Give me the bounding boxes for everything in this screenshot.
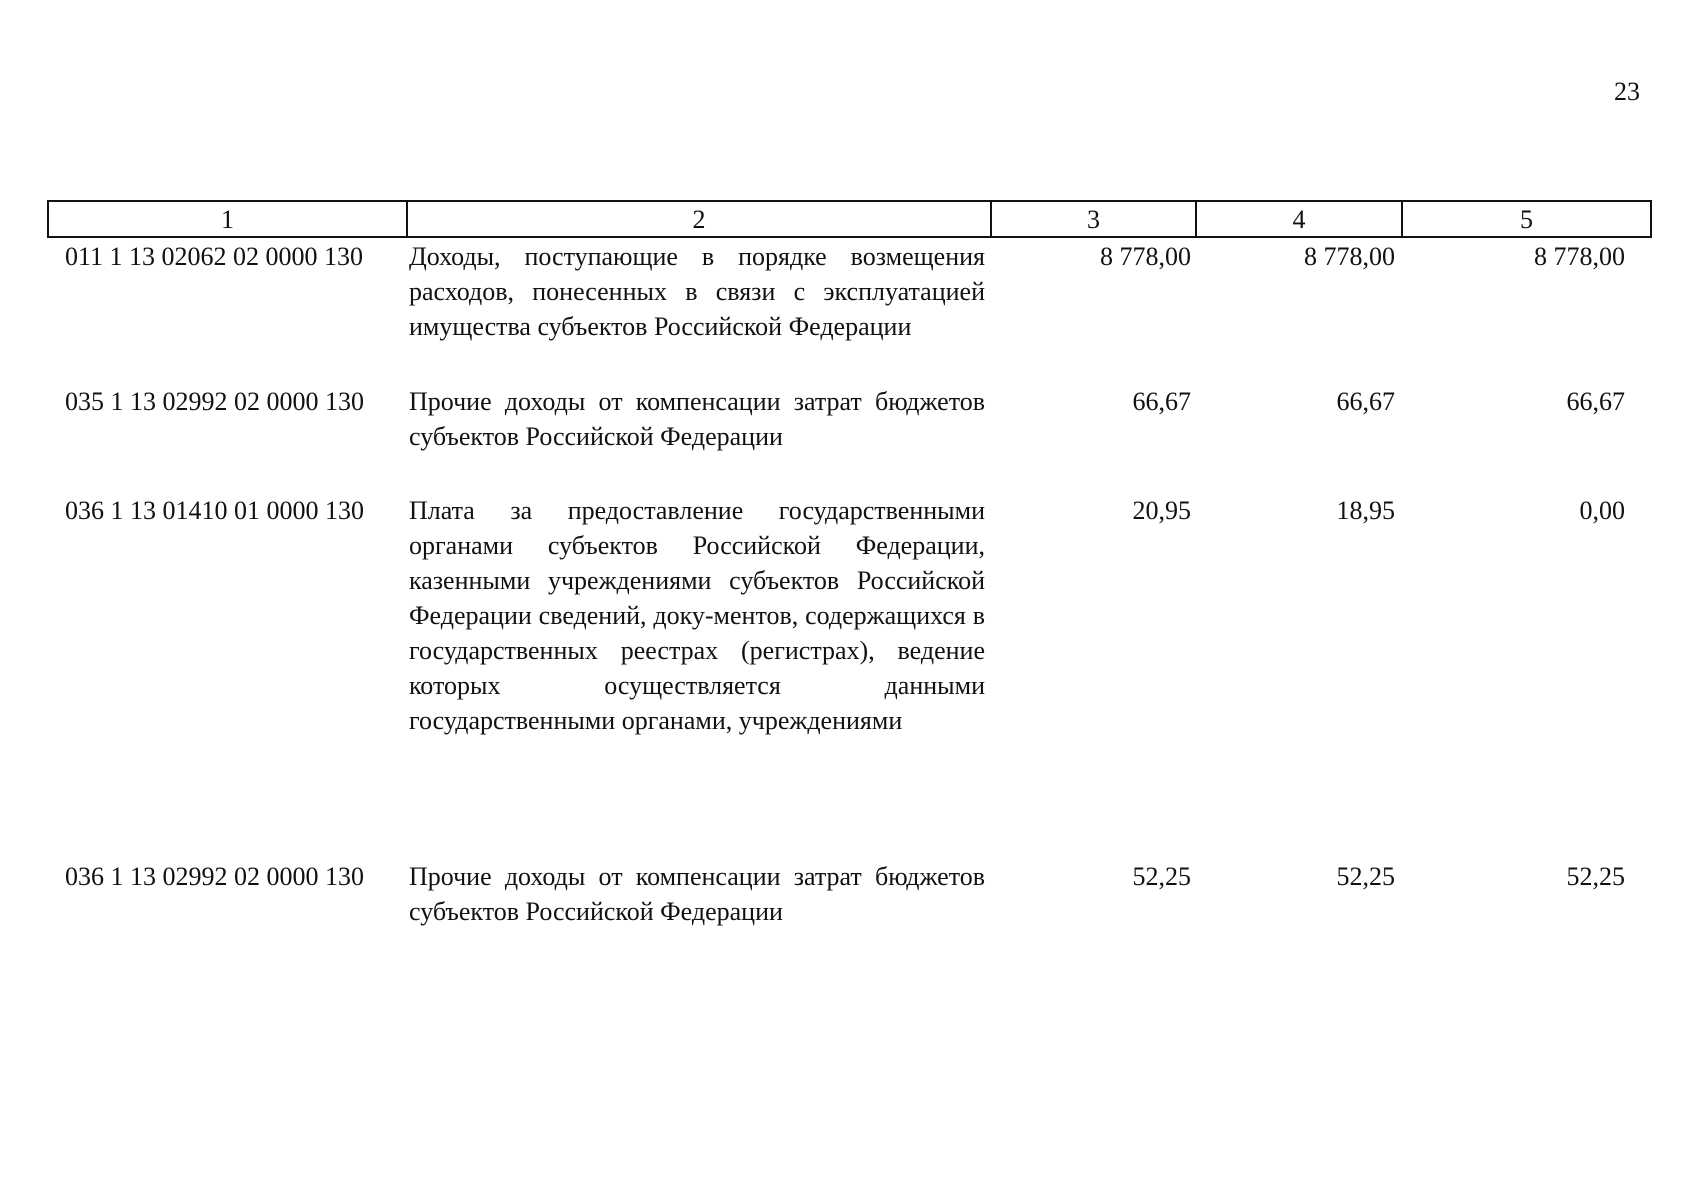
value-col3-cell: 20,95	[1132, 496, 1191, 525]
column-header-5: 5	[1402, 201, 1651, 237]
income-name-cell: Доходы, поступающие в порядке возмещения расходов, понесенных в связи с эксплуатацией имущества субъектов Российской Федерации	[409, 242, 985, 341]
budget-code-cell: 036 1 13 01410 01 0000 130	[65, 496, 364, 525]
value-col4-cell: 18,95	[1336, 496, 1395, 525]
value-col3-cell: 8 778,00	[1100, 242, 1191, 271]
value-col4-cell: 52,25	[1336, 862, 1395, 891]
value-col4-cell: 8 778,00	[1304, 242, 1395, 271]
value-col5-cell: 52,25	[1566, 862, 1625, 891]
column-header-3: 3	[991, 201, 1196, 237]
column-header-1: 1	[48, 201, 407, 237]
value-col4-cell: 66,67	[1336, 387, 1395, 416]
income-name-cell: Плата за предоставление государственными органами субъектов Российской Федерации, казенными учреждениями субъектов Российской Федерации сведений, доку-ментов, содержащихся в государственных реестрах (регистрах), ведение которых осуществляется данными государственными органами, учреждениями	[409, 496, 985, 735]
value-col5-cell: 8 778,00	[1534, 242, 1625, 271]
budget-code-cell: 036 1 13 02992 02 0000 130	[65, 862, 364, 891]
income-name-cell: Прочие доходы от компенсации затрат бюджетов субъектов Российской Федерации	[409, 387, 985, 451]
value-col3-cell: 66,67	[1132, 387, 1191, 416]
budget-code-cell: 011 1 13 02062 02 0000 130	[65, 242, 364, 271]
value-col5-cell: 66,67	[1566, 387, 1625, 416]
column-header-4: 4	[1196, 201, 1402, 237]
table-header	[47, 200, 1652, 238]
page-number: 23	[1614, 77, 1640, 106]
income-name-cell: Прочие доходы от компенсации затрат бюджетов субъектов Российской Федерации	[409, 862, 985, 926]
value-col3-cell: 52,25	[1132, 862, 1191, 891]
value-col5-cell: 0,00	[1579, 496, 1625, 525]
budget-code-cell: 035 1 13 02992 02 0000 130	[65, 387, 364, 416]
column-header-2: 2	[407, 201, 991, 237]
